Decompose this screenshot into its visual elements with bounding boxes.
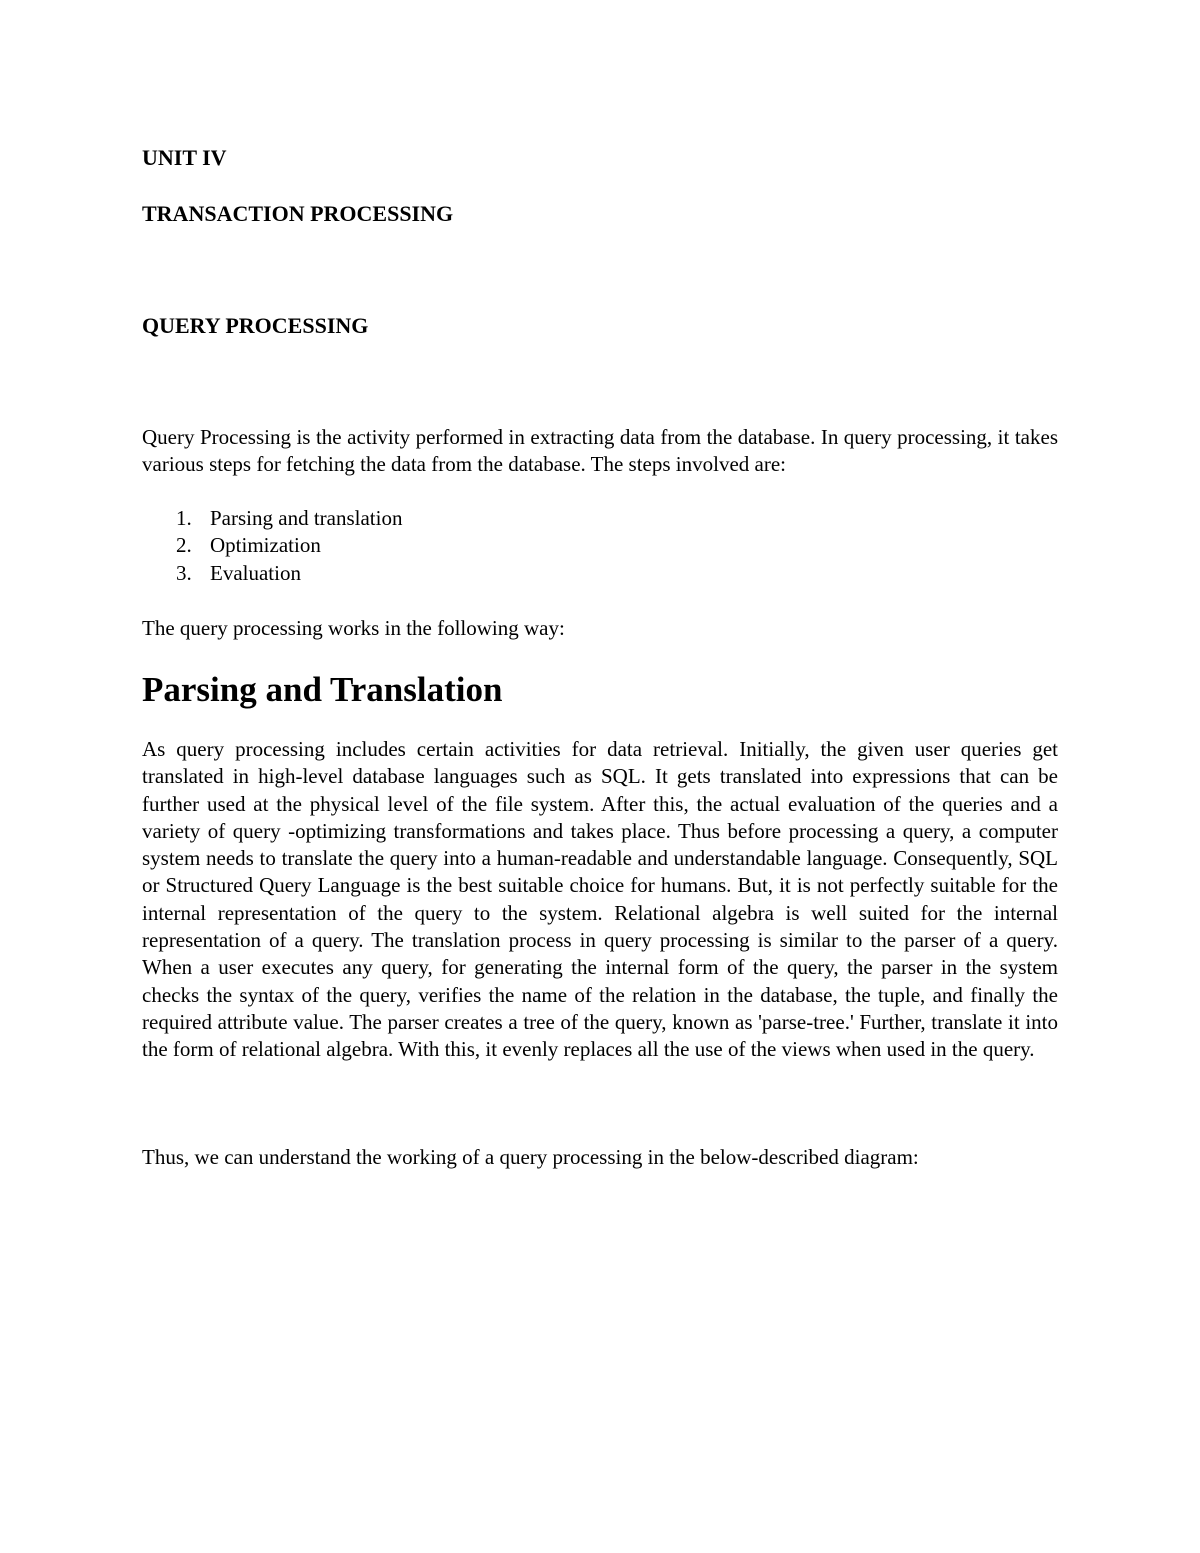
list-item (142, 532, 402, 559)
list-number: 2. (176, 533, 192, 558)
working-line: The query processing works in the following way: (142, 616, 565, 640)
query-processing-heading: QUERY PROCESSING (142, 313, 369, 338)
list-item-text: Parsing and translation (210, 506, 403, 530)
list-item (142, 560, 402, 587)
list-number: 3. (176, 560, 192, 585)
closing-line: Thus, we can understand the working of a query processing in the below-described diagram: (142, 1145, 919, 1169)
steps-list (142, 505, 402, 587)
list-item (142, 505, 402, 532)
list-item-text: Optimization (210, 533, 321, 558)
list-item-text: Evaluation (210, 560, 301, 585)
body-paragraph: As query processing includes certain activities for data retrieval. Initially, the given user queries get translated in high-level database languages such as SQL. It gets translated into expressions that can be further used at the physical level of the file system. After this, the actual evaluation of the queries and a variety of query -optimizing transformations and takes place. Thus before processing a query, a computer system needs to translate the query into a human-readable and understandable language. Consequently, SQL or Structured Query Language is the best suitable choice for humans. But, it is not perfectly suitable for the internal representation of the query to the system. Relational algebra is well suited for the internal representation of a query. The translation process in query processing is similar to the parser of a query. When a user executes any query, for generating the internal form of the query, the parser in the system checks the syntax of the query, verifies the name of the relation in the database, the tuple, and finally the required attribute value. The parser creates a tree of the query, known as 'parse-tree.' Further, translate it into the form of relational algebra. With this, it evenly replaces all the use of the views when used in the query. (142, 737, 1058, 1062)
section-title: TRANSACTION PROCESSING (142, 201, 454, 226)
list-number: 1. (176, 506, 192, 530)
parsing-translation-heading: Parsing and Translation (142, 670, 503, 709)
unit-title: UNIT IV (142, 145, 227, 170)
intro-paragraph: Query Processing is the activity performed in extracting data from the database. In query processing, it takes various steps for fetching the data from the database. The steps involved are: (142, 425, 1058, 477)
